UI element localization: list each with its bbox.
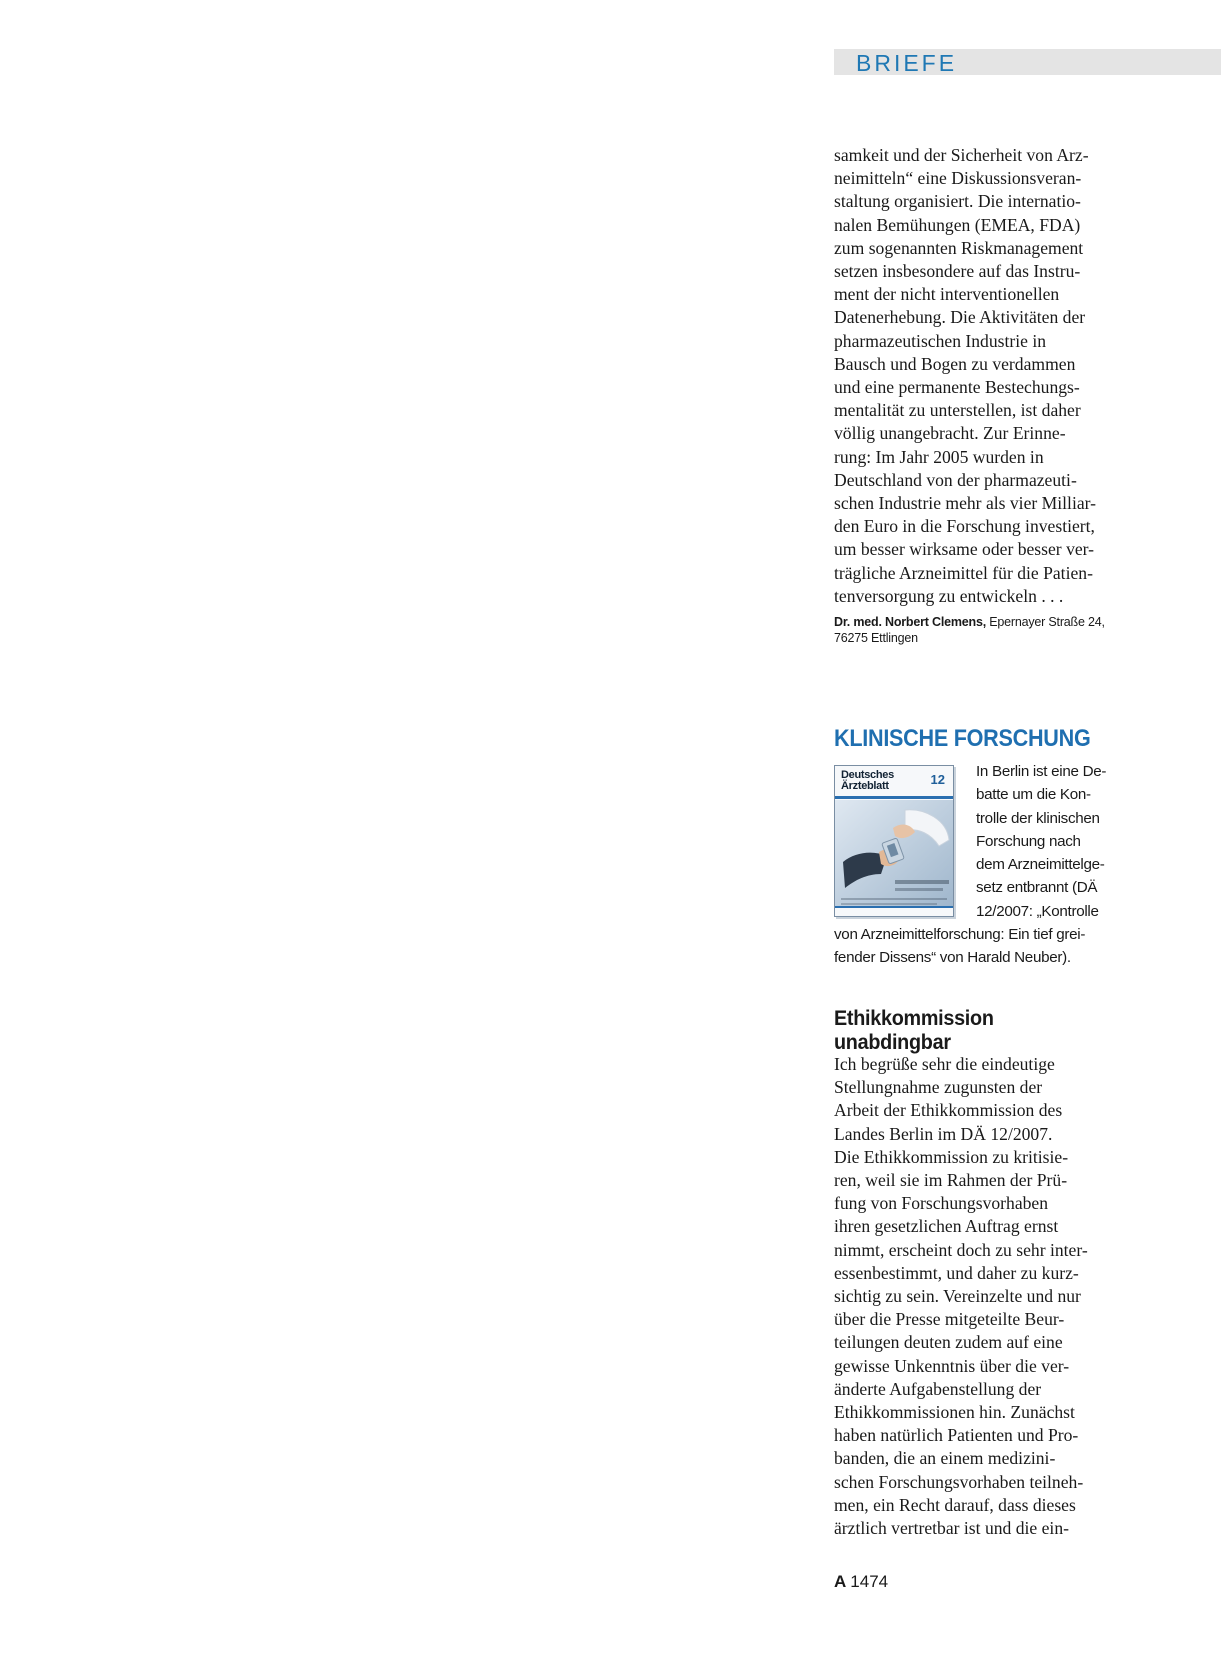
text-line: gewisse Unkenntnis über die ver- <box>834 1355 1070 1376</box>
text-line: samkeit und der Sicherheit von Arz- <box>834 145 1089 165</box>
intro-line: trolle der klinischen <box>976 809 1100 827</box>
letter-2-body <box>834 1053 1120 1540</box>
text-line: änderte Aufgabenstellung der <box>834 1378 1042 1399</box>
letter-1-signature <box>834 614 1120 646</box>
intro-line: In Berlin ist eine De- <box>976 763 1107 780</box>
text-line: Arbeit der Ethikkommission des <box>834 1100 1063 1121</box>
intro-line: Forschung nach <box>976 832 1081 850</box>
text-line: völlig unangebracht. Zur Erinne- <box>834 423 1066 444</box>
text-line: über die Presse mitgeteilte Beur- <box>834 1309 1065 1330</box>
topic-intro <box>834 760 1124 970</box>
text-line: essenbestimmt, und daher zu kurz- <box>834 1262 1079 1283</box>
text-line: den Euro in die Forschung investiert, <box>834 516 1095 537</box>
section-label: BRIEFE <box>856 50 958 76</box>
letter-1 <box>834 144 1120 646</box>
intro-line: batte um die Kon- <box>976 786 1091 804</box>
letter-1-body <box>834 144 1120 608</box>
text-line: um besser wirksame oder besser ver- <box>834 539 1095 560</box>
text-line: sichtig zu sein. Vereinzelte und nur <box>834 1286 1081 1307</box>
text-line: und eine permanente Bestechungs- <box>834 377 1080 398</box>
text-line: mentalität zu unterstellen, ist daher <box>834 400 1081 421</box>
text-line: Bausch und Bogen zu verdammen <box>834 353 1076 374</box>
text-line: schen Forschungsvorhaben teilneh- <box>834 1471 1084 1492</box>
heading-line: unabdingbar <box>834 1030 951 1054</box>
text-line: men, ein Recht darauf, dass dieses <box>834 1494 1076 1515</box>
text-line: ment der nicht interventionellen <box>834 284 1060 305</box>
text-line: nalen Bemühungen (EMEA, FDA) <box>834 214 1081 235</box>
text-line: Datenerhebung. Die Aktivitäten der <box>834 307 1086 328</box>
cover-title-line: Ärzteblatt <box>841 780 889 792</box>
text-line: Die Ethikkommission zu kritisie- <box>834 1146 1069 1167</box>
text-line: tenversorgung zu entwickeln . . . <box>834 585 1064 606</box>
intro-line: dem Arzneimittelge- <box>976 856 1105 874</box>
text-line: ihren gesetzlichen Auftrag ernst <box>834 1216 1059 1237</box>
text-line: trägliche Arzneimittel für die Patien- <box>834 562 1093 583</box>
intro-line: fender Dissens“ von Harald Neuber). <box>834 949 1071 967</box>
section-header-bar <box>834 49 1221 75</box>
text-line: banden, die an einem medizini- <box>834 1448 1056 1469</box>
page-number-value: 1474 <box>850 1572 889 1591</box>
text-line: ärztlich vertretbar ist und die ein- <box>834 1518 1069 1539</box>
letter-2 <box>834 1053 1120 1540</box>
text-line: staltung organisiert. Die internatio- <box>834 191 1081 212</box>
text-line: Landes Berlin im DÄ 12/2007. <box>834 1123 1053 1144</box>
text-line: Deutschland von der pharmazeuti- <box>834 469 1077 490</box>
text-line: schen Industrie mehr als vier Milliar- <box>834 493 1097 514</box>
text-line: setzen insbesondere auf das Instru- <box>834 261 1081 282</box>
intro-line: setz entbrannt (DÄ <box>976 879 1098 897</box>
topic-heading: KLINISCHE FORSCHUNG <box>834 725 1091 752</box>
text-line: Ethikkommissionen hin. Zunächst <box>834 1402 1075 1423</box>
text-line: pharmazeutischen Industrie in <box>834 330 1047 351</box>
text-line: teilungen deuten zudem auf eine <box>834 1332 1063 1353</box>
author-city: 76275 Ettlingen <box>834 631 918 646</box>
intro-line: 12/2007: „Kontrolle <box>976 902 1099 920</box>
text-line: neimitteln“ eine Diskussionsveran- <box>834 168 1082 189</box>
heading-line: Ethikkommission <box>834 1006 994 1030</box>
cover-title-line: Deutsches <box>841 769 894 781</box>
letter-2-heading <box>834 1006 994 1054</box>
text-line: fung von Forschungsvorhaben <box>834 1193 1049 1214</box>
intro-line: von Arzneimittelforschung: Ein tief grei- <box>834 926 1086 944</box>
cover-issue-number: 12 <box>930 772 945 787</box>
text-line: nimmt, erscheint doch zu sehr inter- <box>834 1239 1088 1260</box>
author-name: Dr. med. Norbert Clemens, <box>834 615 986 630</box>
author-address: Epernayer Straße 24, <box>986 615 1105 630</box>
text-line: Ich begrüße sehr die eindeutige <box>834 1054 1055 1074</box>
text-line: rung: Im Jahr 2005 wurden in <box>834 446 1044 467</box>
page-prefix: A <box>834 1572 847 1591</box>
text-line: Stellungnahme zugunsten der <box>834 1077 1043 1098</box>
text-line: zum sogenannten Riskmanagement <box>834 237 1084 258</box>
text-line: haben natürlich Patienten und Pro- <box>834 1425 1079 1446</box>
text-line: ren, weil sie im Rahmen der Prü- <box>834 1170 1068 1191</box>
page-number <box>834 1572 888 1592</box>
